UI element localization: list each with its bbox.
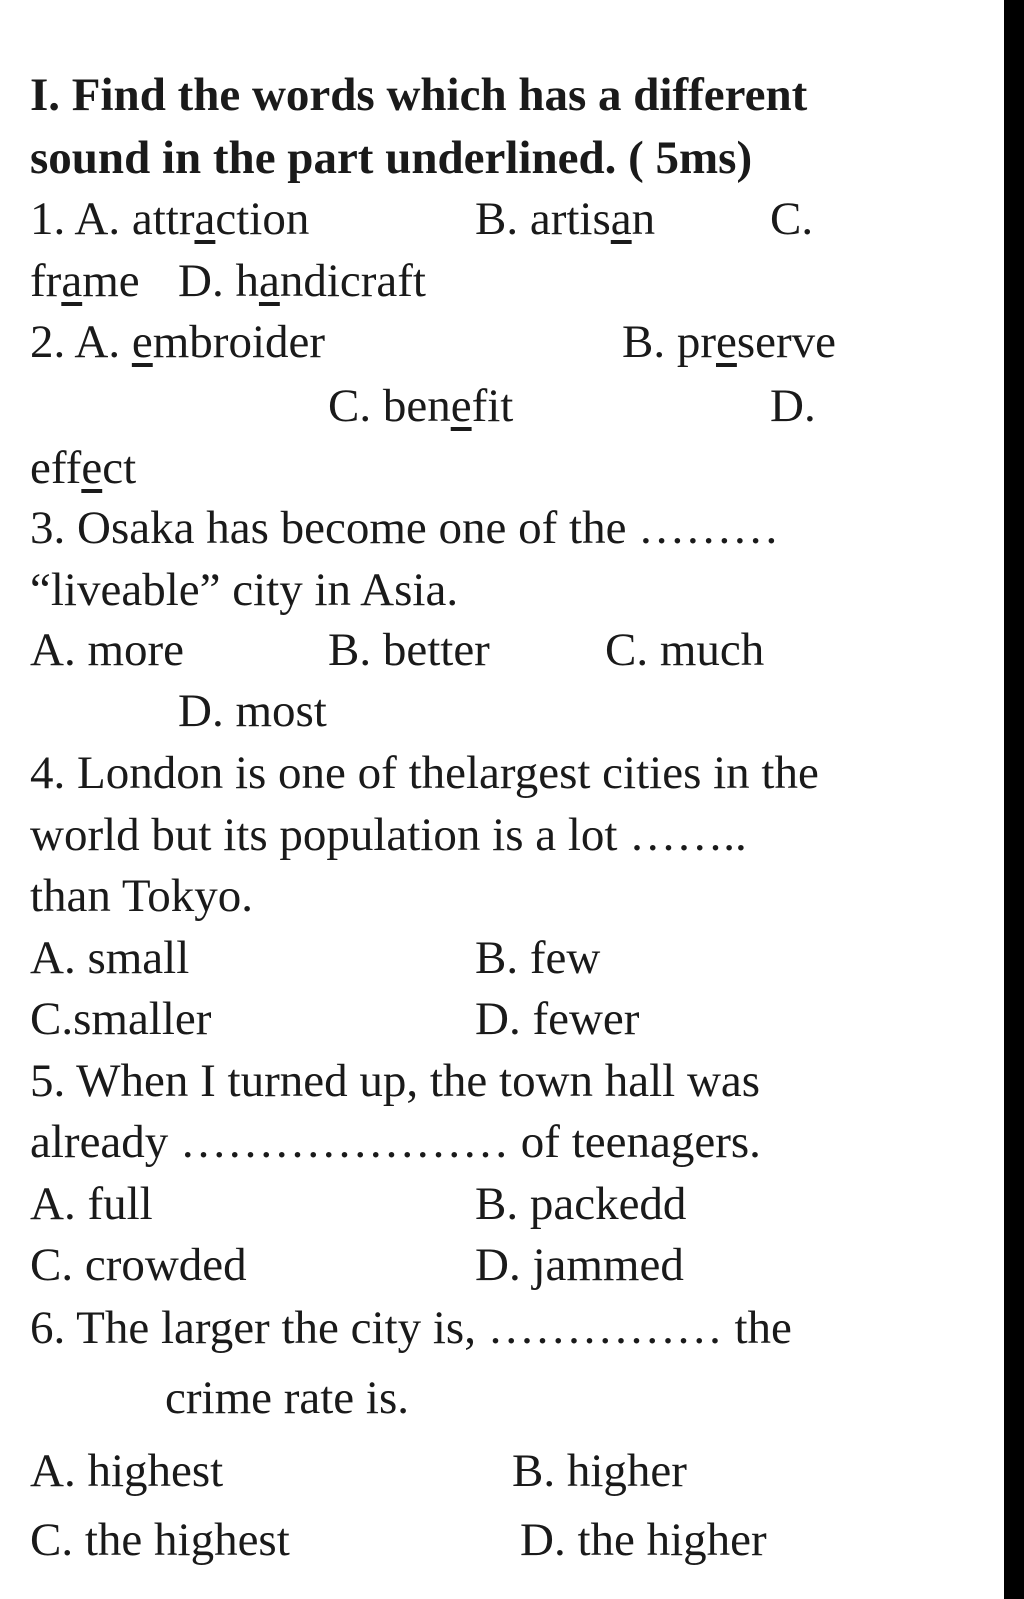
q2-c-underlined: e	[450, 380, 472, 432]
q1-d-underlined: a	[258, 255, 280, 307]
q5-stem-line1: 5. When I turned up, the town hall was	[30, 1055, 761, 1107]
q5-option-c: C. crowded	[30, 1239, 247, 1291]
q3-stem-line1: 3. Osaka has become one of the ………	[30, 502, 780, 554]
q4-stem-line3: than Tokyo.	[30, 870, 253, 922]
q6-option-a: A. highest	[30, 1445, 224, 1497]
q5-option-d: D. jammed	[475, 1239, 684, 1291]
page-right-border	[1004, 0, 1024, 1599]
q2-option-c: C. benefit	[328, 380, 514, 432]
section-heading-line1: I. Find the words which has a different	[30, 69, 808, 121]
q2-option-d: effect	[30, 442, 137, 494]
q2-option-b: B. preserve	[622, 316, 837, 368]
q1-b-underlined: a	[610, 193, 632, 245]
q4-option-a: A. small	[30, 932, 190, 984]
q4-stem-line2: world but its population is a lot ……..	[30, 809, 747, 861]
q4-option-c: C.smaller	[30, 993, 212, 1045]
q2-d-underlined: e	[81, 442, 103, 494]
q2-a-underlined: e	[131, 316, 153, 368]
q6-stem-line1: 6. The larger the city is, …………… the	[30, 1302, 792, 1354]
q5-option-a: A. full	[30, 1178, 153, 1230]
q3-option-c: C. much	[605, 624, 765, 676]
q1-c-underlined: a	[61, 255, 83, 307]
q5-stem-line2: already ………………… of teenagers.	[30, 1116, 761, 1168]
q6-option-b: B. higher	[512, 1445, 687, 1497]
q2-option-a: 2. A. embroider	[30, 316, 326, 368]
q6-stem-line2: crime rate is.	[165, 1372, 410, 1424]
q5-option-b: B. packedd	[475, 1178, 687, 1230]
q1-option-c: frame	[30, 255, 140, 307]
q4-option-b: B. few	[475, 932, 601, 984]
q3-stem-line2: “liveable” city in Asia.	[30, 564, 459, 616]
q2-b-underlined: e	[716, 316, 737, 368]
q2-option-d-label: D.	[770, 380, 816, 432]
q4-option-d: D. fewer	[475, 993, 640, 1045]
q1-option-b: B. artisan	[475, 193, 656, 245]
q6-option-c: C. the highest	[30, 1514, 290, 1566]
q1-option-a: 1. A. attraction	[30, 193, 310, 245]
q3-option-b: B. better	[328, 624, 490, 676]
q1-option-c-label: C.	[770, 193, 814, 245]
q1-option-d: D. handicraft	[178, 255, 426, 307]
section-heading-line2: sound in the part underlined. ( 5ms)	[30, 132, 753, 184]
q6-option-d: D. the higher	[520, 1514, 767, 1566]
q3-option-d: D. most	[178, 685, 327, 737]
q1-a-underlined: a	[194, 193, 216, 245]
q4-stem-line1: 4. London is one of thelargest cities in the	[30, 747, 819, 799]
q3-option-a: A. more	[30, 624, 185, 676]
